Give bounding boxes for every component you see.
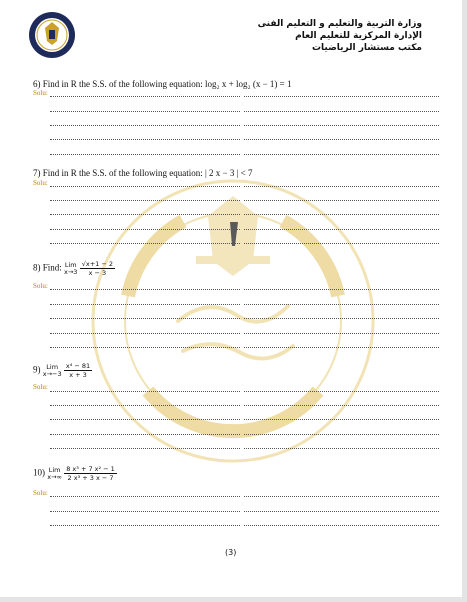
question-8-limit — [64, 262, 77, 276]
fraction-numerator: √x+1 − 2 — [81, 260, 113, 268]
answer-line — [244, 304, 439, 305]
answer-line — [244, 405, 439, 406]
answer-line — [244, 125, 439, 126]
question-6-solu-label: Solu: — [33, 89, 48, 97]
answer-line — [244, 243, 439, 244]
question-6-text: Find in R the S.S. of the following equation: — [42, 79, 203, 89]
ministry-header — [258, 18, 422, 54]
answer-line — [50, 125, 240, 126]
question-10-limit — [47, 467, 62, 481]
answer-line — [244, 186, 439, 187]
question-9 — [33, 362, 92, 379]
question-8 — [33, 260, 115, 277]
answer-line — [50, 333, 240, 334]
fraction-denominator: x − 3 — [88, 269, 107, 277]
answer-line — [244, 434, 439, 435]
question-9-number: 9) — [33, 364, 41, 375]
answer-line — [244, 214, 439, 215]
question-10-solu-label: Solu: — [33, 489, 48, 497]
answer-line — [50, 200, 240, 201]
watermark-seal — [88, 176, 378, 466]
fraction-numerator: x⁴ − 81 — [65, 362, 91, 370]
limit-label: Lim — [46, 362, 59, 371]
answer-line — [50, 243, 240, 244]
header-line-department: الإدارة المركزية للتعليم العام — [295, 31, 422, 41]
header-line-office: مكتب مستشار الرياضيات — [311, 43, 422, 53]
answer-line — [50, 391, 240, 392]
limit-approach: x→3 — [64, 267, 78, 276]
answer-line — [50, 154, 240, 155]
question-7-text: Find in R the S.S. of the following equation: — [42, 168, 203, 178]
answer-line — [244, 525, 439, 526]
answer-line — [50, 448, 240, 449]
question-7-expression: | 2 x − 3 | < 7 — [205, 168, 253, 178]
header-line-ministry: وزارة التربية والتعليم و التعليم الفنى — [257, 19, 422, 29]
question-10-fraction — [64, 465, 117, 482]
answer-line — [244, 200, 439, 201]
answer-line — [50, 525, 240, 526]
question-9-solu-label: Solu: — [33, 383, 48, 391]
fraction-numerator: 8 x³ + 7 x² − 1 — [66, 465, 115, 473]
answer-line — [244, 333, 439, 334]
answer-line — [50, 434, 240, 435]
fraction-denominator: 2 x³ + 3 x − 7 — [67, 474, 114, 482]
limit-label: Lim — [64, 260, 77, 269]
page-edge-right — [462, 0, 467, 602]
limit-label: Lim — [48, 465, 61, 474]
ministry-logo — [27, 10, 77, 60]
answer-line — [50, 229, 240, 230]
answer-line — [244, 448, 439, 449]
question-9-fraction — [64, 362, 92, 379]
answer-line — [244, 96, 439, 97]
answer-line — [50, 186, 240, 187]
fraction-denominator: x + 3 — [69, 371, 87, 379]
answer-line — [50, 304, 240, 305]
question-7-solu-label: Solu: — [33, 179, 48, 187]
question-9-limit — [43, 364, 62, 378]
answer-line — [244, 229, 439, 230]
answer-line — [50, 318, 240, 319]
answer-line — [244, 111, 439, 112]
answer-line — [244, 496, 439, 497]
question-6 — [33, 79, 292, 89]
answer-line — [50, 111, 240, 112]
answer-line — [50, 214, 240, 215]
question-10 — [33, 465, 117, 482]
answer-line — [50, 419, 240, 420]
answer-line — [50, 405, 240, 406]
question-8-fraction — [80, 260, 115, 277]
page-edge-bottom — [0, 597, 467, 602]
limit-approach: x→∞ — [47, 472, 62, 481]
question-8-solu-label: Solu: — [33, 282, 48, 290]
answer-line — [244, 318, 439, 319]
answer-line — [244, 289, 439, 290]
page-number: (3) — [225, 548, 237, 557]
answer-line — [244, 391, 439, 392]
question-8-text: Find: — [42, 262, 62, 273]
answer-line — [244, 347, 439, 348]
answer-line — [50, 139, 240, 140]
question-6-number: 6) — [33, 79, 41, 89]
answer-line — [50, 511, 240, 512]
question-8-number: 8) — [33, 262, 41, 273]
answer-line — [244, 511, 439, 512]
answer-line — [50, 347, 240, 348]
answer-line — [50, 96, 240, 97]
answer-line — [50, 289, 240, 290]
limit-approach: x→−3 — [42, 369, 62, 378]
question-10-number: 10) — [33, 467, 45, 478]
answer-line — [244, 154, 439, 155]
answer-line — [244, 419, 439, 420]
question-6-expression: log₂ x + log₂ (x − 1) = 1 — [205, 79, 292, 89]
question-7 — [33, 168, 253, 178]
question-7-number: 7) — [33, 168, 41, 178]
answer-line — [244, 139, 439, 140]
answer-line — [50, 496, 240, 497]
